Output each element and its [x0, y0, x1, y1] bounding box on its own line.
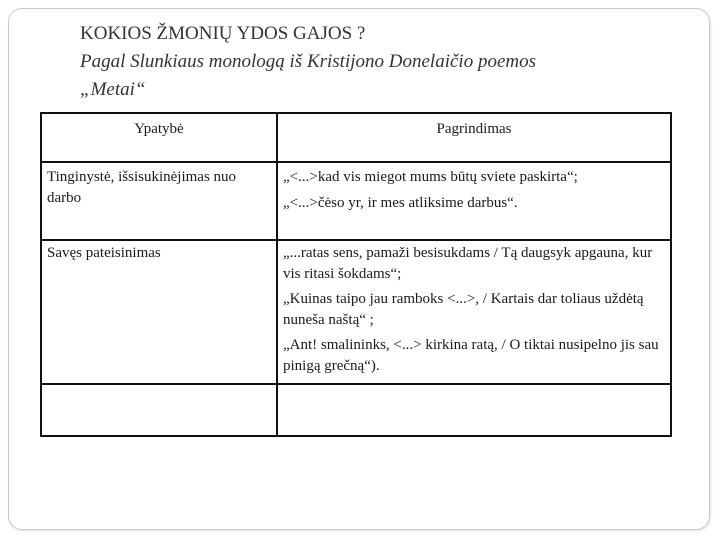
quote: „Kuinas taipo jau ramboks <...>, / Kartais dar toliaus uždėtą nuneša naštą“ ;	[283, 291, 644, 328]
subtitle-line-2: „Metai“	[80, 79, 146, 100]
trait-cell: Savęs pateisinimas	[41, 240, 277, 384]
trait-cell: Tinginystė, išsisukinėjimas nuo darbo	[41, 162, 277, 240]
quote: „<...>kad vis miegot mums būtų sviete paskirta“;	[283, 169, 578, 185]
table-row	[41, 162, 671, 240]
slide-title	[80, 20, 700, 104]
table-row	[41, 384, 671, 436]
quote-cell	[277, 240, 671, 384]
quote-cell	[277, 384, 671, 436]
table-row	[41, 240, 671, 384]
quote-cell	[277, 162, 671, 240]
header-justification: Pagrindimas	[277, 113, 671, 162]
quote: „...ratas sens, pamaži besisukdams / Tą daugsyk apgauna, kur vis ritasi šokdams“;	[283, 245, 653, 282]
subtitle-line: Pagal Slunkiaus monologą iš Kristijono Donelaičio poemos	[80, 51, 536, 72]
quote: „<...>čėso yr, ir mes atliksime darbus“.	[283, 195, 518, 211]
traits-table	[40, 112, 672, 437]
header-trait: Ypatybė	[41, 113, 277, 162]
trait-cell	[41, 384, 277, 436]
title-line: KOKIOS ŽMONIŲ YDOS GAJOS ?	[80, 23, 366, 44]
quote: „Ant! smalininks, <...> kirkina ratą, / O tiktai nusipelno jis sau pinigą grečną“).	[283, 337, 659, 374]
header-row	[41, 113, 671, 162]
